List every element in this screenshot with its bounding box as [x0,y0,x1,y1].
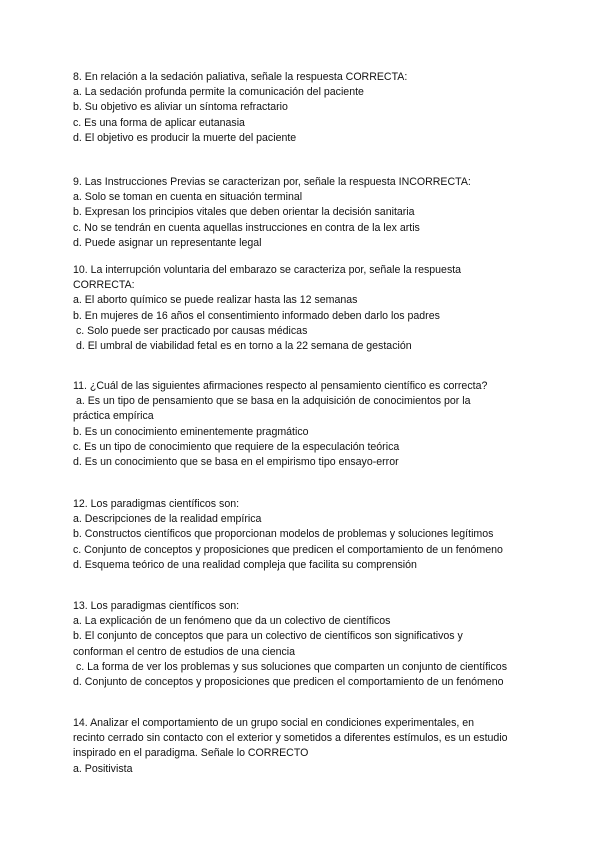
option-b: b. En mujeres de 16 años el consentimiento informado deben darlo los padres [73,309,440,322]
question-stem: 12. Los paradigmas científicos son: [73,498,240,510]
question-14 [73,716,533,777]
option-a: a. Solo se toman en cuenta en situación terminal [73,191,303,204]
question-stem-continued: CORRECTA: [73,279,135,292]
option-a: a. La sedación profunda permite la comunicación del paciente [73,86,364,99]
question-stem: 10. La interrupción voluntaria del embarazo se caracteriza por, señale la respuesta [73,264,462,276]
option-a: a. Es un tipo de pensamiento que se basa en la adquisición de conocimientos por la [73,395,471,408]
question-9 [73,175,533,251]
option-d: d. Conjunto de conceptos y proposiciones que predicen el comportamiento de un fenómeno [73,676,504,689]
option-c: c. Es un tipo de conocimiento que requiere de la especulación teórica [73,440,400,453]
question-stem: 13. Los paradigmas científicos son: [73,600,240,612]
option-d: d. El umbral de viabilidad fetal es en torno a la 22 semana de gestación [73,340,412,353]
option-d: d. Puede asignar un representante legal [73,236,262,249]
option-a: a. Descripciones de la realidad empírica [73,513,262,526]
option-b-continued: conforman el centro de estudios de una ciencia [73,645,296,658]
option-b: b. Expresan los principios vitales que deben orientar la decisión sanitaria [73,206,415,219]
question-stem: 11. ¿Cuál de las siguientes afirmaciones respecto al pensamiento científico es correcta? [73,380,488,392]
question-11 [73,379,533,470]
option-c: c. Conjunto de conceptos y proposiciones que predicen el comportamiento de un fenómeno [73,543,503,556]
question-stem-continued: recinto cerrado sin contacto con el exterior y sometidos a diferentes estímulos, es un estudio [73,732,508,745]
option-b: b. Constructos científicos que proporcionan modelos de problemas y soluciones legítimos [73,528,494,541]
option-a: a. El aborto químico se puede realizar hasta las 12 semanas [73,294,358,307]
option-d: d. Es un conocimiento que se basa en el empirismo tipo ensayo-error [73,456,399,469]
option-b: b. Es un conocimiento eminentemente pragmático [73,425,309,438]
question-stem: 9. Las Instrucciones Previas se caracterizan por, señale la respuesta INCORRECTA: [73,176,471,188]
question-12 [73,497,533,573]
question-stem: 8. En relación a la sedación paliativa, señale la respuesta CORRECTA: [73,71,408,83]
option-a: a. Positivista [73,762,133,775]
option-c: c. Solo puede ser practicado por causas médicas [73,324,308,337]
question-stem: 14. Analizar el comportamiento de un grupo social en condiciones experimentales, en [73,717,475,729]
option-a: a. La explicación de un fenómeno que da un colectivo de científicos [73,615,391,628]
option-c: c. La forma de ver los problemas y sus soluciones que comparten un conjunto de científicos [73,660,507,673]
option-c: c. No se tendrán en cuenta aquellas instrucciones en contra de la lex artis [73,221,420,234]
question-stem-continued: inspirado en el paradigma. Señale lo CORRECTO [73,747,309,760]
question-8 [73,70,533,146]
option-b: b. El conjunto de conceptos que para un colectivo de científicos son significativos y [73,630,463,643]
question-13 [73,599,533,690]
option-d: d. Esquema teórico de una realidad compleja que facilita su comprensión [73,558,417,571]
option-b: b. Su objetivo es aliviar un síntoma refractario [73,101,288,114]
question-10 [73,263,533,354]
option-c: c. Es una forma de aplicar eutanasia [73,116,245,129]
option-d: d. El objetivo es producir la muerte del paciente [73,131,297,144]
option-a-continued: práctica empírica [73,410,154,423]
